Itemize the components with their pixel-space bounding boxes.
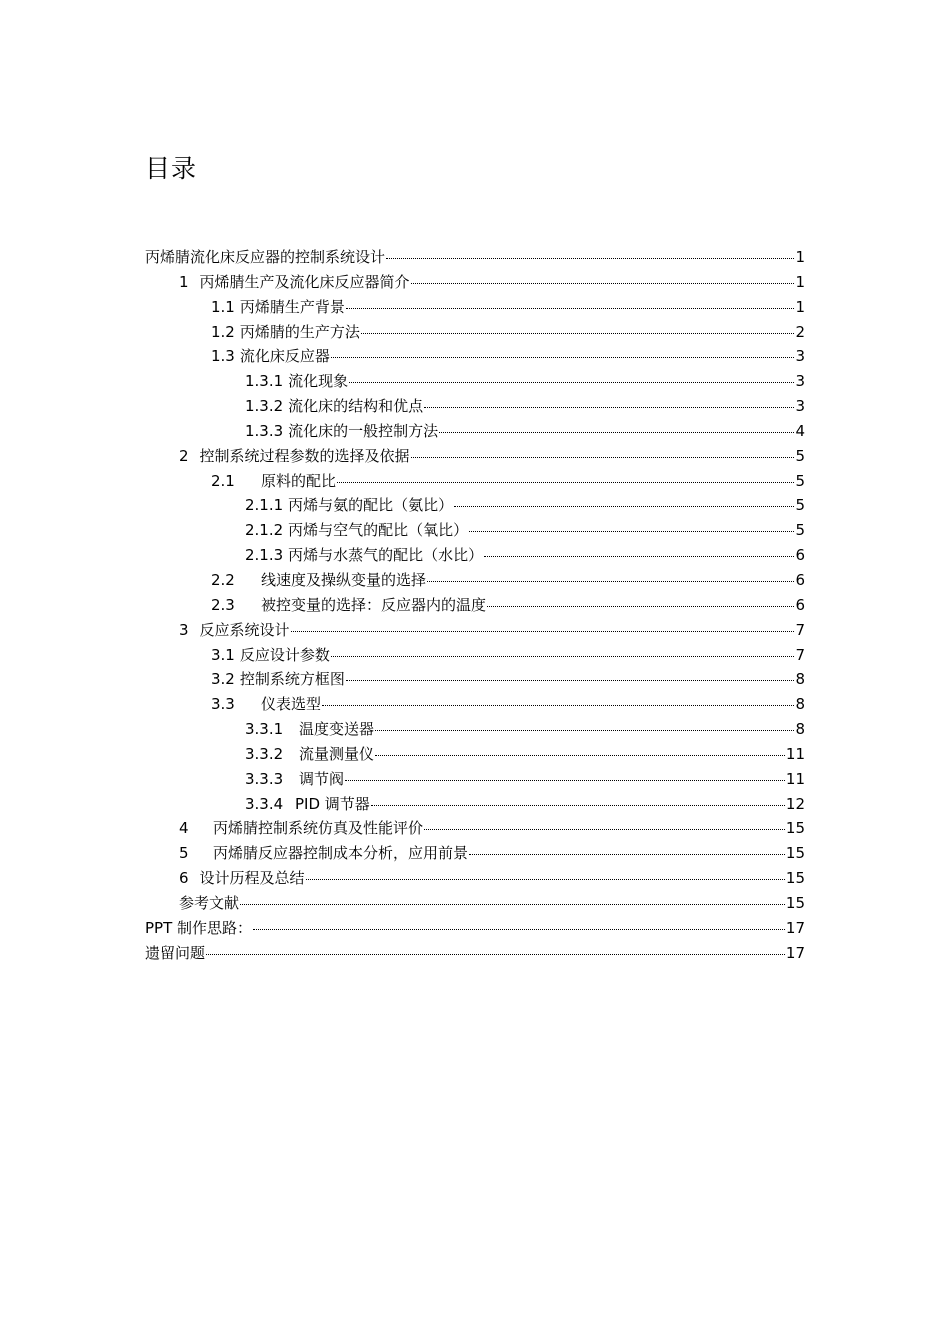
toc-leader [331,656,795,657]
toc-entry-number: 4 [179,819,189,838]
toc-leader [454,506,794,507]
toc-page-number: 6 [795,595,805,614]
toc-entry-title: 流化现象 [288,372,349,391]
toc-entry[interactable] [145,842,805,867]
toc-page-number: 2 [795,322,805,341]
toc-leader [411,283,795,284]
toc-entry-number: 1.3.2 [245,397,284,416]
toc-entry-number: 3.2 [211,670,235,689]
toc-leader [253,929,785,930]
toc-entry-title: 参考文献 [179,893,240,912]
toc-entry-number: 3 [179,620,189,639]
toc-entry[interactable] [145,470,805,495]
toc-entry-number: 5 [179,844,189,863]
toc-entry-number: 2.1.1 [245,496,284,515]
toc-leader [386,258,794,259]
toc-entry-title: 丙烯与水蒸气的配比（水比） [288,546,484,565]
toc-entry-title: 被控变量的选择：反应器内的温度 [261,595,487,614]
toc-entry-title: 温度变送器 [299,720,375,739]
toc-leader [487,606,794,607]
toc-entry[interactable] [145,296,805,321]
toc-entry-number: 1.3 [211,347,235,366]
toc-entry-title: 流化床反应器 [239,347,330,366]
toc-leader [240,904,785,905]
toc-entry[interactable] [145,246,805,271]
toc-entry-title: 丙烯腈生产背景 [239,297,345,316]
toc-entry[interactable] [145,395,805,420]
toc-entry-number: 1.3.3 [245,421,284,440]
toc-leader [371,805,785,806]
toc-page-number: 15 [785,844,805,863]
toc-entry[interactable] [145,892,805,917]
toc-entry-number: 2.2 [211,570,235,589]
toc-entry-title: 丙烯腈控制系统仿真及性能评价 [213,819,424,838]
toc-entry[interactable] [145,321,805,346]
toc-leader [375,755,785,756]
toc-leader [291,631,795,632]
toc-entry[interactable] [145,494,805,519]
page-title: 目录 [145,154,198,183]
toc-entry[interactable] [145,817,805,842]
toc-entry-title: 丙烯与氨的配比（氨比） [288,496,454,515]
toc-leader [206,954,785,955]
toc-page-number: 15 [785,869,805,888]
toc-entry[interactable] [145,594,805,619]
toc-entry-number: 1 [179,272,189,291]
toc-entry-title: 丙烯腈的生产方法 [239,322,360,341]
toc-page-number: 8 [795,670,805,689]
toc-entry-number: 3.3.1 [245,720,284,739]
toc-leader [484,556,794,557]
toc-entry[interactable] [145,271,805,296]
toc-entry-title: PID 调节器 [295,794,370,813]
toc-entry[interactable] [145,420,805,445]
toc-page-number: 7 [795,620,805,639]
toc-entry[interactable] [145,544,805,569]
toc-entry-title: 反应设计参数 [239,645,330,664]
toc-entry-number: 3.3 [211,695,235,714]
toc-entry[interactable] [145,619,805,644]
toc-page-number: 1 [795,248,805,266]
toc-page-number: 3 [795,397,805,416]
toc-page-number: 5 [795,446,805,465]
toc-page-number: 3 [795,347,805,366]
toc-leader [345,780,785,781]
toc-page-number: 15 [785,893,805,912]
toc-entry[interactable] [145,942,805,967]
toc-leader [469,854,785,855]
toc-page-number: 8 [795,720,805,739]
toc-leader [375,730,794,731]
toc-entry-number: 2.1.2 [245,521,284,540]
toc-entry-title: 流化床的结构和优点 [288,397,424,416]
toc-entry-title: 控制系统方框图 [239,670,345,689]
toc-page-number: 1 [795,297,805,316]
toc-entry[interactable] [145,370,805,395]
toc-entry[interactable] [145,917,805,942]
toc-entry-title: 仪表选型 [261,695,322,714]
toc-entry[interactable] [145,793,805,818]
toc-entry-title: 流化床的一般控制方法 [288,421,439,440]
toc-page-number: 7 [795,645,805,664]
toc-entry-number: 1.1 [211,297,235,316]
table-of-contents [145,246,805,966]
toc-page-number: 3 [795,372,805,391]
toc-entry-number: 2.3 [211,595,235,614]
toc-entry-number: 2 [179,446,189,465]
toc-entry-title: 丙烯腈流化床反应器的控制系统设计 [145,248,386,266]
toc-leader [331,357,795,358]
toc-page-number: 8 [795,695,805,714]
toc-page-number: 5 [795,496,805,515]
toc-page-number: 17 [785,943,805,962]
toc-entry[interactable] [145,693,805,718]
toc-entry-title: 控制系统过程参数的选择及依据 [199,446,410,465]
toc-entry[interactable] [145,569,805,594]
toc-page-number: 11 [785,769,805,788]
toc-entry-number: 3.3.2 [245,744,284,763]
toc-page-number: 5 [795,521,805,540]
toc-leader [439,432,794,433]
toc-entry[interactable] [145,768,805,793]
toc-entry-title: 反应系统设计 [199,620,290,639]
toc-entry-number: 3.3.4 [245,794,284,813]
toc-entry-number: 1.2 [211,322,235,341]
toc-leader [361,333,795,334]
toc-page-number: 1 [795,272,805,291]
toc-page-number: 6 [795,570,805,589]
toc-entry-title: 丙烯与空气的配比（氧比） [288,521,469,540]
toc-entry-title: 原料的配比 [261,471,337,490]
toc-leader [346,680,795,681]
toc-leader [424,829,785,830]
toc-entry-number: 2.1 [211,471,235,490]
toc-leader [346,308,795,309]
toc-entry-number: 1.3.1 [245,372,284,391]
toc-entry-title: 设计历程及总结 [199,869,305,888]
toc-entry-title: 调节阀 [299,769,345,788]
toc-entry[interactable] [145,743,805,768]
toc-entry[interactable] [145,668,805,693]
toc-page-number: 17 [785,918,805,937]
toc-entry[interactable] [145,867,805,892]
toc-entry[interactable] [145,345,805,370]
toc-entry-number: 3.1 [211,645,235,664]
toc-entry[interactable] [145,445,805,470]
toc-entry-number: 3.3.3 [245,769,284,788]
toc-leader [306,879,785,880]
toc-page-number: 4 [795,421,805,440]
toc-leader [424,407,794,408]
toc-entry-title: 丙烯腈生产及流化床反应器简介 [199,272,410,291]
toc-entry[interactable] [145,718,805,743]
toc-entry-title: 流量测量仪 [299,744,375,763]
toc-page-number: 5 [795,471,805,490]
toc-leader [322,705,794,706]
toc-entry-number: 6 [179,869,189,888]
toc-entry-title: 遗留问题 [145,943,206,962]
toc-entry-title: 线速度及操纵变量的选择 [261,570,427,589]
toc-page-number: 12 [785,794,805,813]
toc-page-number: 11 [785,744,805,763]
toc-leader [469,531,794,532]
toc-entry-title: PPT 制作思路： [145,918,253,937]
toc-page-number: 6 [795,546,805,565]
toc-leader [427,581,794,582]
toc-entry-number: 2.1.3 [245,546,284,565]
toc-leader [349,382,794,383]
toc-entry[interactable] [145,644,805,669]
toc-leader [337,482,794,483]
toc-entry-title: 丙烯腈反应器控制成本分析，应用前景 [213,844,469,863]
toc-leader [411,457,795,458]
toc-entry[interactable] [145,519,805,544]
toc-page-number: 15 [785,819,805,838]
